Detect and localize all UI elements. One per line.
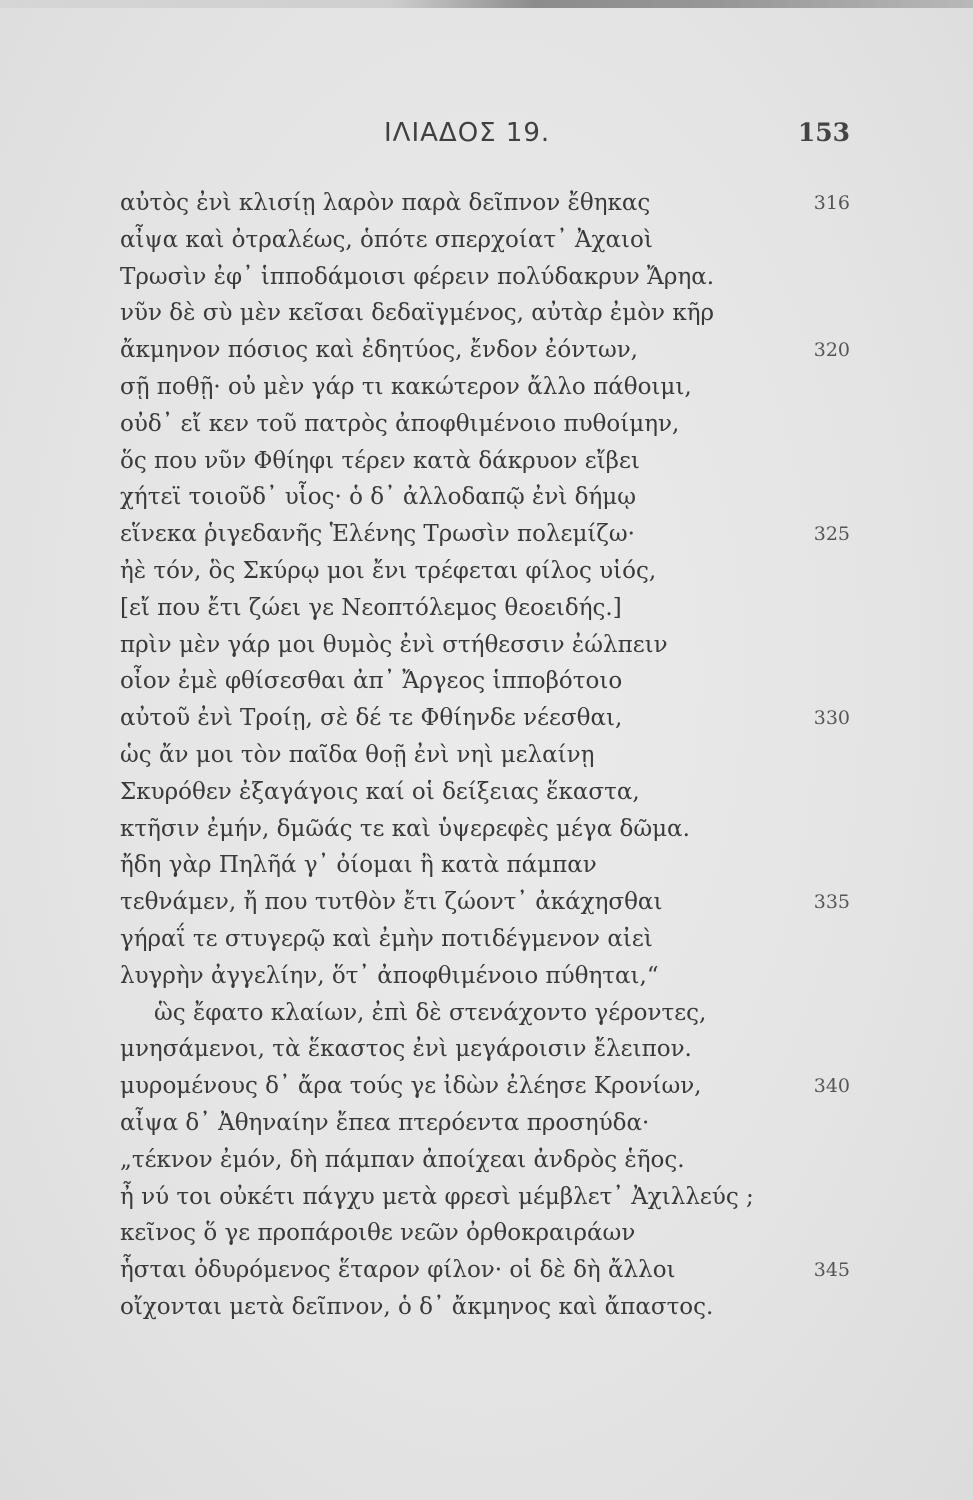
verse-line-text: χήτεϊ τοιοῦδ᾽ υἷος· ὁ δ᾽ ἀλλοδαπῷ ἐνὶ δήμῳ [120, 484, 637, 511]
running-head-title: ΙΛΙΑΔΟΣ 19. [384, 118, 551, 148]
verse-line [120, 406, 850, 443]
verse-line-text: αὐτὸς ἐνὶ κλισίῃ λαρὸν παρὰ δεῖπνον ἔθηκας [120, 190, 651, 216]
verse-line-text: „τέκνον ἐμόν, δὴ πάμπαν ἀποίχεαι ἀνδρὸς ἑῆος. [120, 1146, 685, 1173]
line-number: 330 [813, 707, 850, 730]
verse-line-text: κεῖνος ὅ γε προπάροιθε νεῶν ὀρθοκραιράων [120, 1220, 636, 1247]
verse-line-text: γήραΐ τε στυγερῷ καὶ ἐμὴν ποτιδέγμενον αἰεὶ [120, 925, 653, 952]
verse-line-text: ἄκμηνον πόσιος καὶ ἐδητύος, ἔνδον ἐόντων, [120, 337, 638, 364]
verse-line [120, 1142, 850, 1179]
verse-line [120, 627, 850, 664]
verse-line [120, 185, 850, 222]
verse-line-text: ἦ νύ τοι οὐκέτι πάγχυ μετὰ φρεσὶ μέμβλετ᾽ Ἀχιλλεύς ; [120, 1183, 754, 1210]
verse-line-text: εἵνεκα ῥιγεδανῆς Ἑλένης Τρωσὶν πολεμίζω· [120, 521, 635, 548]
verse-line-text: τεθνάμεν, ἤ που τυτθὸν ἔτι ζώοντ᾽ ἀκάχησθαι [120, 889, 663, 916]
line-number: 340 [813, 1075, 850, 1098]
verse-line-text: πρὶν μὲν γάρ μοι θυμὸς ἐνὶ στήθεσσιν ἐώλπειν [120, 631, 668, 658]
verse-line-text: μυρομένους δ᾽ ἄρα τούς γε ἰδὼν ἐλέησε Κρονίων, [120, 1073, 702, 1100]
line-number: 335 [813, 891, 850, 914]
verse-line-text: οἶον ἐμὲ φθίσεσθαι ἀπ᾽ Ἄργεος ἱπποβότοιο [120, 668, 623, 695]
verse-line [120, 553, 850, 590]
verse-line [120, 1252, 850, 1289]
running-head [120, 118, 850, 158]
verse-line-text: [εἴ που ἔτι ζώει γε Νεοπτόλεμος θεοειδής.] [120, 594, 622, 621]
verse-line-text: ἧσται ὀδυρόμενος ἕταρον φίλον· οἱ δὲ δὴ ἄλλοι [120, 1257, 676, 1284]
verse-line [120, 995, 850, 1032]
verse-line-text: σῇ ποθῇ· οὐ μὲν γάρ τι κακώτερον ἄλλο πάθοιμι, [120, 373, 692, 400]
verse-line [120, 1031, 850, 1068]
verse-line [120, 332, 850, 369]
verse-line-text: ὣς ἔφατο κλαίων, ἐπὶ δὲ στενάχοντο γέροντες, [154, 999, 707, 1026]
verse-line [120, 369, 850, 406]
verse-line [120, 737, 850, 774]
verse-line [120, 1289, 850, 1326]
verse-line-text: κτῆσιν ἐμήν, δμῶάς τε καὶ ὑψερεφὲς μέγα δῶμα. [120, 815, 690, 842]
verse-line [120, 884, 850, 921]
verse-line [120, 663, 850, 700]
verse-line [120, 921, 850, 958]
line-number: 345 [813, 1259, 850, 1282]
verse-text-block [120, 185, 850, 1326]
verse-line [120, 590, 850, 627]
line-number: 320 [813, 339, 850, 362]
page-top-edge [0, 0, 973, 8]
verse-line [120, 811, 850, 848]
verse-line-text: Τρωσὶν ἐφ᾽ ἱπποδάμοισι φέρειν πολύδακρυν Ἄρηα. [120, 263, 715, 290]
line-number: 316 [813, 192, 850, 214]
verse-line-text: ὡς ἄν μοι τὸν παῖδα θοῇ ἐνὶ νηὶ μελαίνῃ [120, 741, 595, 768]
verse-line [120, 1105, 850, 1142]
verse-line-text: αἶψα καὶ ὀτραλέως, ὁπότε σπερχοίατ᾽ Ἀχαιοὶ [120, 226, 653, 253]
verse-line-text: Σκυρόθεν ἐξαγάγοις καί οἱ δείξειας ἕκαστα, [120, 778, 640, 805]
verse-line-text: αὐτοῦ ἐνὶ Τροίῃ, σὲ δέ τε Φθίηνδε νέεσθαι, [120, 705, 623, 732]
verse-line [120, 295, 850, 332]
verse-line [120, 259, 850, 296]
verse-line [120, 700, 850, 737]
verse-line-text: οὐδ᾽ εἴ κεν τοῦ πατρὸς ἀποφθιμένοιο πυθοίμην, [120, 410, 680, 437]
verse-line [120, 516, 850, 553]
verse-line-text: λυγρὴν ἀγγελίην, ὅτ᾽ ἀποφθιμένοιο πύθηται,“ [120, 962, 659, 989]
verse-line [120, 222, 850, 259]
verse-line-text: αἶψα δ᾽ Ἀθηναίην ἔπεα πτερόεντα προσηύδα· [120, 1109, 650, 1136]
verse-line-text: ἤδη γὰρ Πηλῆά γ᾽ ὀίομαι ἢ κατὰ πάμπαν [120, 852, 597, 879]
verse-line-text: ἠὲ τόν, ὃς Σκύρῳ μοι ἔνι τρέφεται φίλος υἱός, [120, 557, 657, 584]
verse-line [120, 847, 850, 884]
verse-line-text: ὅς που νῦν Φθίηφι τέρεν κατὰ δάκρυον εἴβει [120, 447, 640, 474]
verse-line-text: οἴχονται μετὰ δεῖπνον, ὁ δ᾽ ἄκμηνος καὶ ἄπαστος. [120, 1293, 714, 1320]
verse-line [120, 1179, 850, 1216]
line-number: 325 [813, 523, 850, 546]
verse-line [120, 958, 850, 995]
verse-line-text: νῦν δὲ σὺ μὲν κεῖσαι δεδαϊγμένος, αὐτὰρ ἐμὸν κῆρ [120, 300, 715, 327]
verse-line [120, 479, 850, 516]
verse-line-text: μνησάμενοι, τὰ ἕκαστος ἐνὶ μεγάροισιν ἔλειπον. [120, 1036, 692, 1063]
verse-line [120, 1215, 850, 1252]
verse-line [120, 443, 850, 480]
verse-line [120, 1068, 850, 1105]
page-number: 153 [797, 118, 850, 147]
verse-line [120, 774, 850, 811]
